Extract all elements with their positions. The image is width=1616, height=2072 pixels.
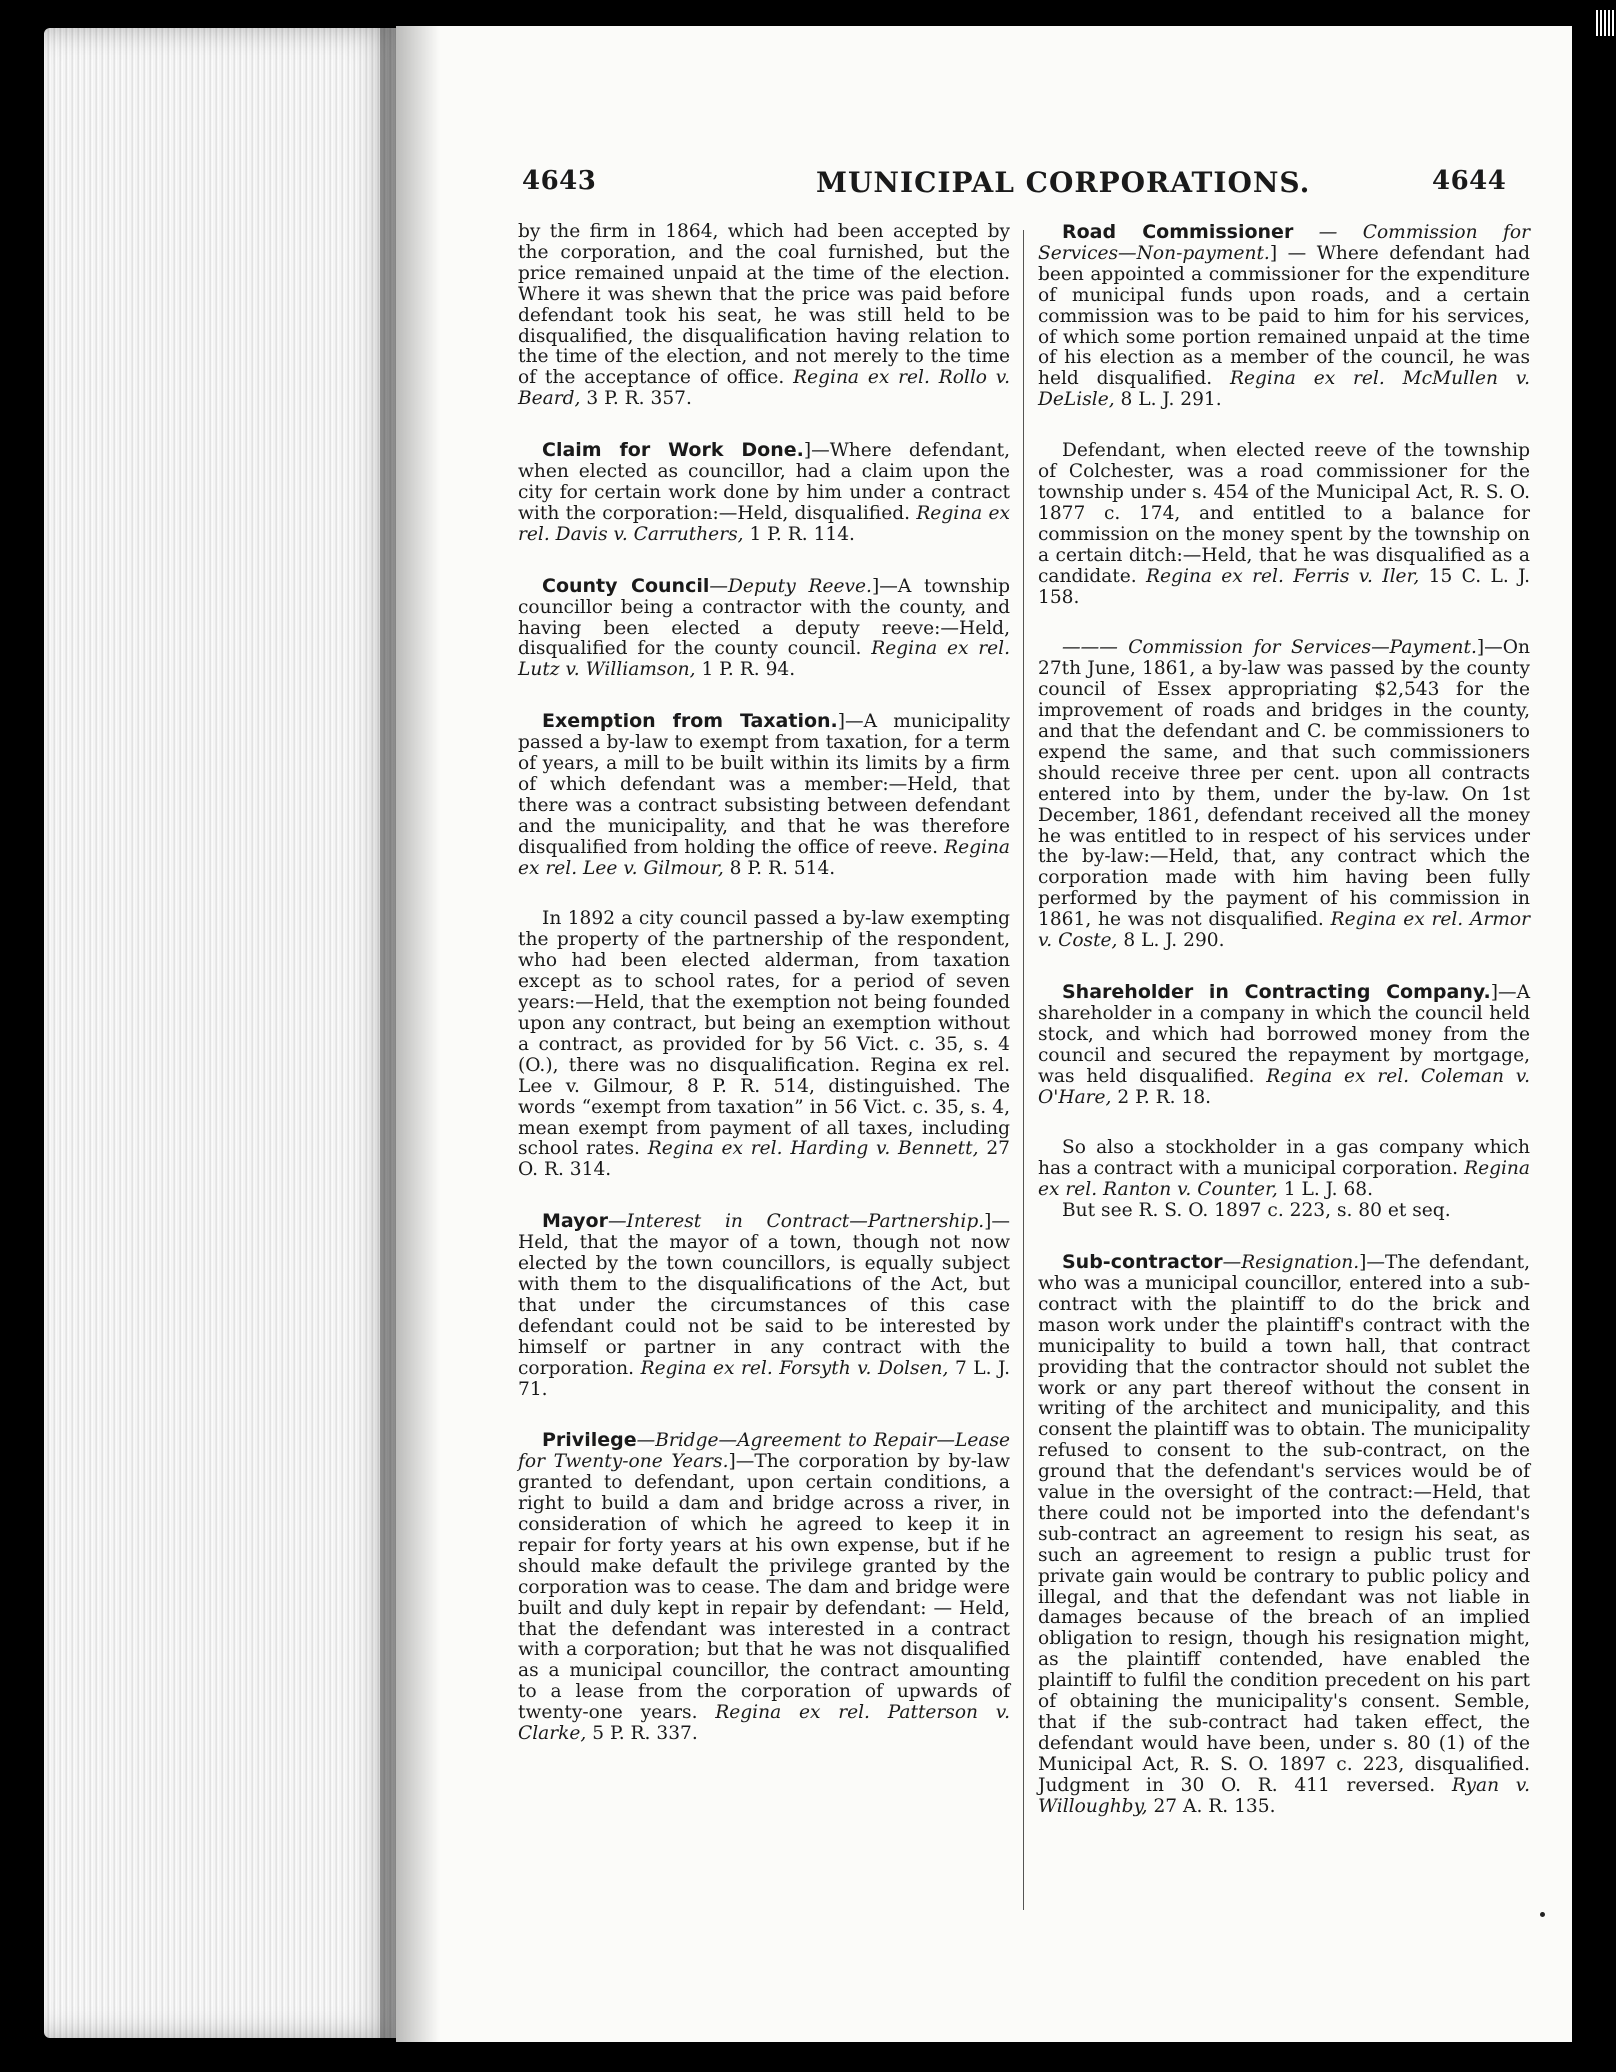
scan-border	[1572, 0, 1616, 2072]
entry-heading: Privilege	[542, 1429, 637, 1452]
entry-road-commissioner: Road Commissioner — Commission for Services—Non-payment.] — Where defendant had been appointed a commissioner for the expenditure of municipal funds upon roads, and a certain commission was to be paid to him for his services, of which some portion remained unpaid at the time of his election as a member of the council, he was held disqualified. Regina ex rel. McMullen v. DeLisle, 8 L. J. 291.	[1038, 221, 1530, 411]
paragraph-1892: In 1892 a city council passed a by-law exempting the property of the partnership of the respondent, who had been elected alderman, from taxation except as to school rates, for a period of seven years:—Held, that the exemption not being founded upon any contract, but being an exemption without a contract, as provided for by 56 Vict. c. 35, s. 4 (O.), there was no disqualification. Regina ex rel. Lee v. Gilmour, 8 P. R. 514, distinguished. The words “exempt from taxation” in 56 Vict. c. 35, s. 4, mean exempt from payment of all taxes, including school rates. Regina ex rel. Harding v. Bennett, 27 O. R. 314.	[518, 908, 1010, 1181]
entry-heading: Shareholder in Contracting Company.	[1062, 981, 1491, 1003]
scan-specks	[1596, 10, 1616, 36]
ink-dot	[1540, 1912, 1545, 1917]
entry-county-council: County Council—Deputy Reeve.]—A township councillor being a contractor with the county, and having been elected a deputy reeve:—Held, disqualified for the county council. Regina ex rel. Lutz v. Williamson, 1 P. R. 94.	[518, 574, 1010, 681]
entry-heading: Claim for Work Done.	[542, 439, 804, 462]
paragraph-continued: by the firm in 1864, which had been accepted by the corporation, and the coal furnished, but the price remained unpaid at the time of the election. Where it was shewn that the price was paid before defendant took his seat, he was still held to be disqualified, the disqualification having relation to the time of the election, and not merely to the time of the acceptance of office. Regina ex rel. Rollo v. Beard, 3 P. R. 357.	[518, 221, 1010, 410]
entry-heading: Exemption from Taxation.	[542, 710, 838, 733]
book-page-edges	[44, 28, 400, 2038]
running-head: MUNICIPAL CORPORATIONS.	[816, 166, 1311, 199]
left-column	[518, 222, 1010, 1745]
column-divider	[1023, 230, 1024, 1910]
entry-heading: Sub-contractor	[1062, 1251, 1223, 1274]
spine-shadow	[380, 26, 440, 2042]
entry-exemption-from-taxation: Exemption from Taxation.]—A municipality passed a by-law to exempt from taxation, for a term of years, a mill to be built within its limits by a firm of which defendant was a member:—Held, that there was a contract subsisting between defendant and the municipality, and that he was therefore disqualified from holding the office of reeve. Regina ex rel. Lee v. Gilmour, 8 P. R. 514.	[518, 710, 1010, 879]
paragraph-colchester: Defendant, when elected reeve of the township of Colchester, was a road commissioner for the township under s. 454 of the Municipal Act, R. S. O. 1877 c. 174, and entitled to a balance for commission on the money spent by the township on a certain ditch:—Held, that he was disqualified as a candidate. Regina ex rel. Ferris v. Iler, 15 C. L. J. 158.	[1038, 440, 1530, 608]
entry-privilege: Privilege—Bridge—Agreement to Repair—Lease for Twenty-one Years.]—The corporation by by-law granted to defendant, upon certain conditions, a right to build a dam and bridge across a river, in consideration of which he agreed to keep it in repair for forty years at his own expense, but if he should make default the privilege granted by the corporation was to cease. The dam and bridge were built and duly kept in repair by defendant: — Held, that the defendant was interested in a contract with a corporation; but that he was not disqualified as a municipal councillor, the contract amounting to a lease from the corporation of upwards of twenty-one years. Regina ex rel. Patterson v. Clarke, 5 P. R. 337.	[518, 1429, 1010, 1745]
entry-mayor: Mayor—Interest in Contract—Partnership.]—Held, that the mayor of a town, though not now elected by the town councillors, is equally subject with them to the disqualifications of the Act, but that under the circumstances of this case defendant could not be said to be interested by himself or partner in any contract with the corporation. Regina ex rel. Forsyth v. Dolsen, 7 L. J. 71.	[518, 1210, 1010, 1400]
entry-heading: Road Commissioner	[1062, 221, 1294, 243]
paragraph-stockholder: So also a stockholder in a gas company which has a contract with a municipal corporation. Regina ex rel. Ranton v. Counter, 1 L. J. 68.	[1038, 1137, 1530, 1201]
page-number-left: 4643	[522, 166, 597, 196]
entry-claim-for-work: Claim for Work Done.]—Where defendant, when elected as councillor, had a claim upon the city for certain work done by him under a contract with the corporation:—Held, disqualified. Regina ex rel. Davis v. Carruthers, 1 P. R. 114.	[518, 439, 1011, 545]
entry-heading: Mayor	[542, 1210, 608, 1233]
paragraph-but-see: But see R. S. O. 1897 c. 223, s. 80 et seq.	[1062, 1200, 1451, 1222]
right-column	[1038, 222, 1530, 1818]
entry-sub-contractor: Sub-contractor—Resignation.]—The defendant, who was a municipal councillor, entered into a sub-contract with the plaintiff to do the brick and mason work under the plaintiff's contract with the municipality to build a town hall, that contract providing that the contractor should not sublet the work or any part thereof without the consent in writing of the architect and municipality, and this consent the plaintiff was to obtain. The municipality refused to consent to the sub-contract, on the ground that the defendant's services would be of value in the oversight of the contract:—Held, that there could not be imported into the defendant's sub-contract an agreement to resign his seat, as such an agreement to resign a public trust for private gain would be contrary to public policy and illegal, and that the defendant was not liable in damages because of the breach of an implied obligation to resign, though his resignation might, as the plaintiff contended, have enabled the plaintiff to fulfil the condition precedent on his part of obtaining the municipality's consent. Semble, that if the sub-contract had taken effect, the defendant would have been, under s. 80 (1) of the Municipal Act, R. S. O. 1897 c. 223, disqualified. Judgment in 30 O. R. 411 reversed. Ryan v. Willoughby, 27 A. R. 135.	[1038, 1251, 1530, 1817]
entry-commission-payment: ——— Commission for Services—Payment.]—On 27th June, 1861, a by-law was passed by the county council of Essex appropriating $2,543 for the improvement of roads and bridges in the county, and that the defendant and C. be commissioners to expend the same, and that such commissioners should receive three per cent. upon all contracts entered into by them, under the by-law. On 1st December, 1861, defendant received all the money he was entitled to in respect of his services under the by-law:—Held, that, any contract which the corporation made with him having been fully performed by the payment of his commission in 1861, he was not disqualified. Regina ex rel. Armor v. Coste, 8 L. J. 290.	[1038, 637, 1530, 952]
page-number-right: 4644	[1432, 166, 1507, 196]
entry-shareholder: Shareholder in Contracting Company.]—A shareholder in a company in which the council held stock, and which had borrowed money from the council and secured the repayment by mortgage, was held disqualified. Regina ex rel. Coleman v. O'Hare, 2 P. R. 18.	[1038, 981, 1530, 1108]
entry-heading: County Council	[542, 574, 710, 597]
